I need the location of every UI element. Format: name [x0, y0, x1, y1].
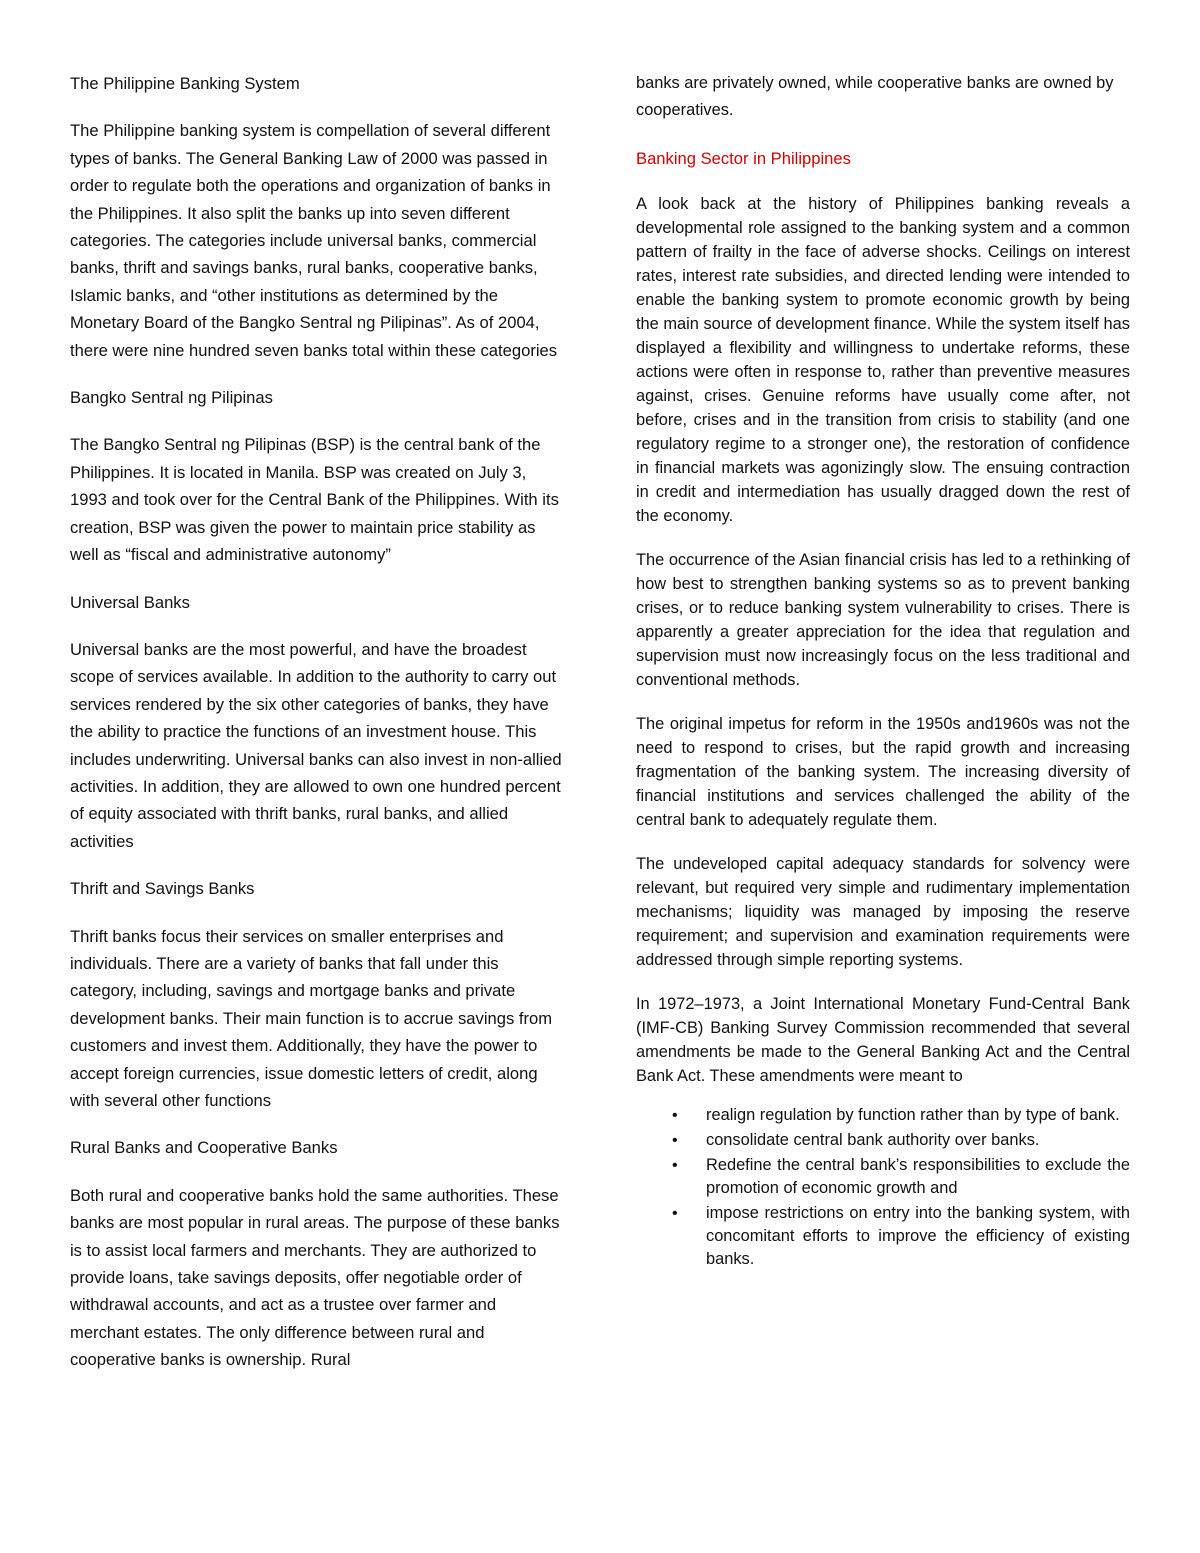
rural-banks-paragraph: Both rural and cooperative banks hold the same authorities. These banks are most popular in rural areas. The purpose of these banks is to assist local farmers and merchants. They are authorized to provide loans, take savings deposits, offer negotiable order of withdrawal accounts, and act as a trustee over farmer and merchant estates. The only difference between rural and cooperative banks is ownership. Rural: [70, 1185, 560, 1370]
list-item: • realign regulation by function rather than by type of bank.: [706, 1104, 1130, 1127]
rural-banks-heading: Rural Banks and Cooperative Banks: [70, 1138, 338, 1158]
asian-crisis-paragraph: The occurrence of the Asian financial crisis has led to a rethinking of how best to strengthen banking systems so as to prevent banking crises, or to reduce banking system vulnerability to crises. There is apparently a greater appreciation for the idea that regulation and supervision must now increasingly focus on the less traditional and conventional methods.: [636, 551, 1130, 690]
left-column: [70, 70, 565, 1394]
intro-paragraph: The Philippine banking system is compellation of several different types of banks. The General Banking Law of 2000 was passed in order to regulate both the operations and organization of banks in the Philippines. It also split the banks up into seven different categories. The categories include universal banks, commercial banks, thrift and savings banks, rural banks, cooperative banks, Islamic banks, and “other institutions as determined by the Monetary Board of the Bangko Sentral ng Pilipinas”. As of 2004, there were nine hundred seven banks total within these categories: [70, 121, 558, 360]
capital-adequacy-paragraph: The undeveloped capital adequacy standards for solvency were relevant, but required very simple and rudimentary implementation mechanisms; liquidity was managed by imposing the reserve requirement; and supervision and examination requirements were addressed through simple reporting systems.: [636, 855, 1130, 970]
continuation-paragraph: banks are privately owned, while cooperative banks are owned by cooperatives.: [636, 74, 1114, 120]
thrift-banks-heading: Thrift and Savings Banks: [70, 879, 255, 899]
bsp-heading: Bangko Sentral ng Pilipinas: [70, 388, 273, 408]
list-item: • impose restrictions on entry into the banking system, with concomitant efforts to improve the efficiency of existing banks.: [672, 1204, 1130, 1269]
universal-banks-heading: Universal Banks: [70, 592, 190, 612]
reform-impetus-paragraph: The original impetus for reform in the 1950s and1960s was not the need to respond to crises, but the rapid growth and increasing fragmentation of the banking system. The increasing diversity of financial institutions and services challenged the ability of the central bank to adequately regulate them.: [636, 715, 1130, 830]
bullet-icon: •: [672, 1205, 678, 1223]
bullet-icon: •: [672, 1132, 678, 1150]
thrift-banks-paragraph: Thrift banks focus their services on smaller enterprises and individuals. There are a variety of banks that fall under this category, including, savings and mortgage banks and private development banks. Their main function is to accrue savings from customers and invest them. Additionally, they have the power to accept foreign currencies, issue domestic letters of credit, along with several other functions: [70, 926, 553, 1110]
document-title: The Philippine Banking System: [70, 74, 300, 93]
universal-banks-paragraph: Universal banks are the most powerful, and have the broadest scope of services available. In addition to the authority to carry out services rendered by the six other categories of banks, they have the ability to practice the functions of an investment house. This includes underwriting. Universal banks can also invest in non-allied activities. In addition, they are allowed to own one hundred percent of equity associated with thrift banks, rural banks, and allied activities: [70, 639, 562, 851]
right-column: [636, 70, 1130, 1273]
banking-sector-heading: Banking Sector in Philippines: [636, 148, 851, 168]
bullet-icon: •: [672, 1157, 678, 1175]
list-item: • consolidate central bank authority over banks.: [706, 1129, 1130, 1152]
amendments-list: [636, 1104, 1130, 1271]
list-item: • Redefine the central bank’s responsibilities to exclude the promotion of economic growth and: [672, 1156, 1130, 1198]
bullet-icon: •: [672, 1107, 678, 1125]
history-paragraph: A look back at the history of Philippines banking reveals a developmental role assigned to the banking system and a common pattern of frailty in the face of adverse shocks. Ceilings on interest rates, interest rate subsidies, and directed lending were intended to enable the banking system to promote economic growth by being the main source of development finance. While the system itself has displayed a flexibility and willingness to undertake reforms, these actions were often in response to, rather than preventive measures against, crises. Genuine reforms have usually come after, not before, crises and in the transition from crisis to stability (and one regulatory regime to a stronger one), the restoration of confidence in financial markets was agonizingly slow. The ensuing contraction in credit and intermediation has usually dragged down the rest of the economy.: [636, 195, 1130, 526]
bsp-paragraph: The Bangko Sentral ng Pilipinas (BSP) is the central bank of the Philippines. It is located in Manila. BSP was created on July 3, 1993 and took over for the Central Bank of the Philippines. With its creation, BSP was given the power to maintain price stability as well as “fiscal and administrative autonomy”: [70, 435, 559, 565]
imf-cb-paragraph: In 1972–1973, a Joint International Monetary Fund-Central Bank (IMF-CB) Banking Survey Commission recommended that several amendments be made to the General Banking Act and the Central Bank Act. These amendments were meant to: [636, 995, 1130, 1086]
